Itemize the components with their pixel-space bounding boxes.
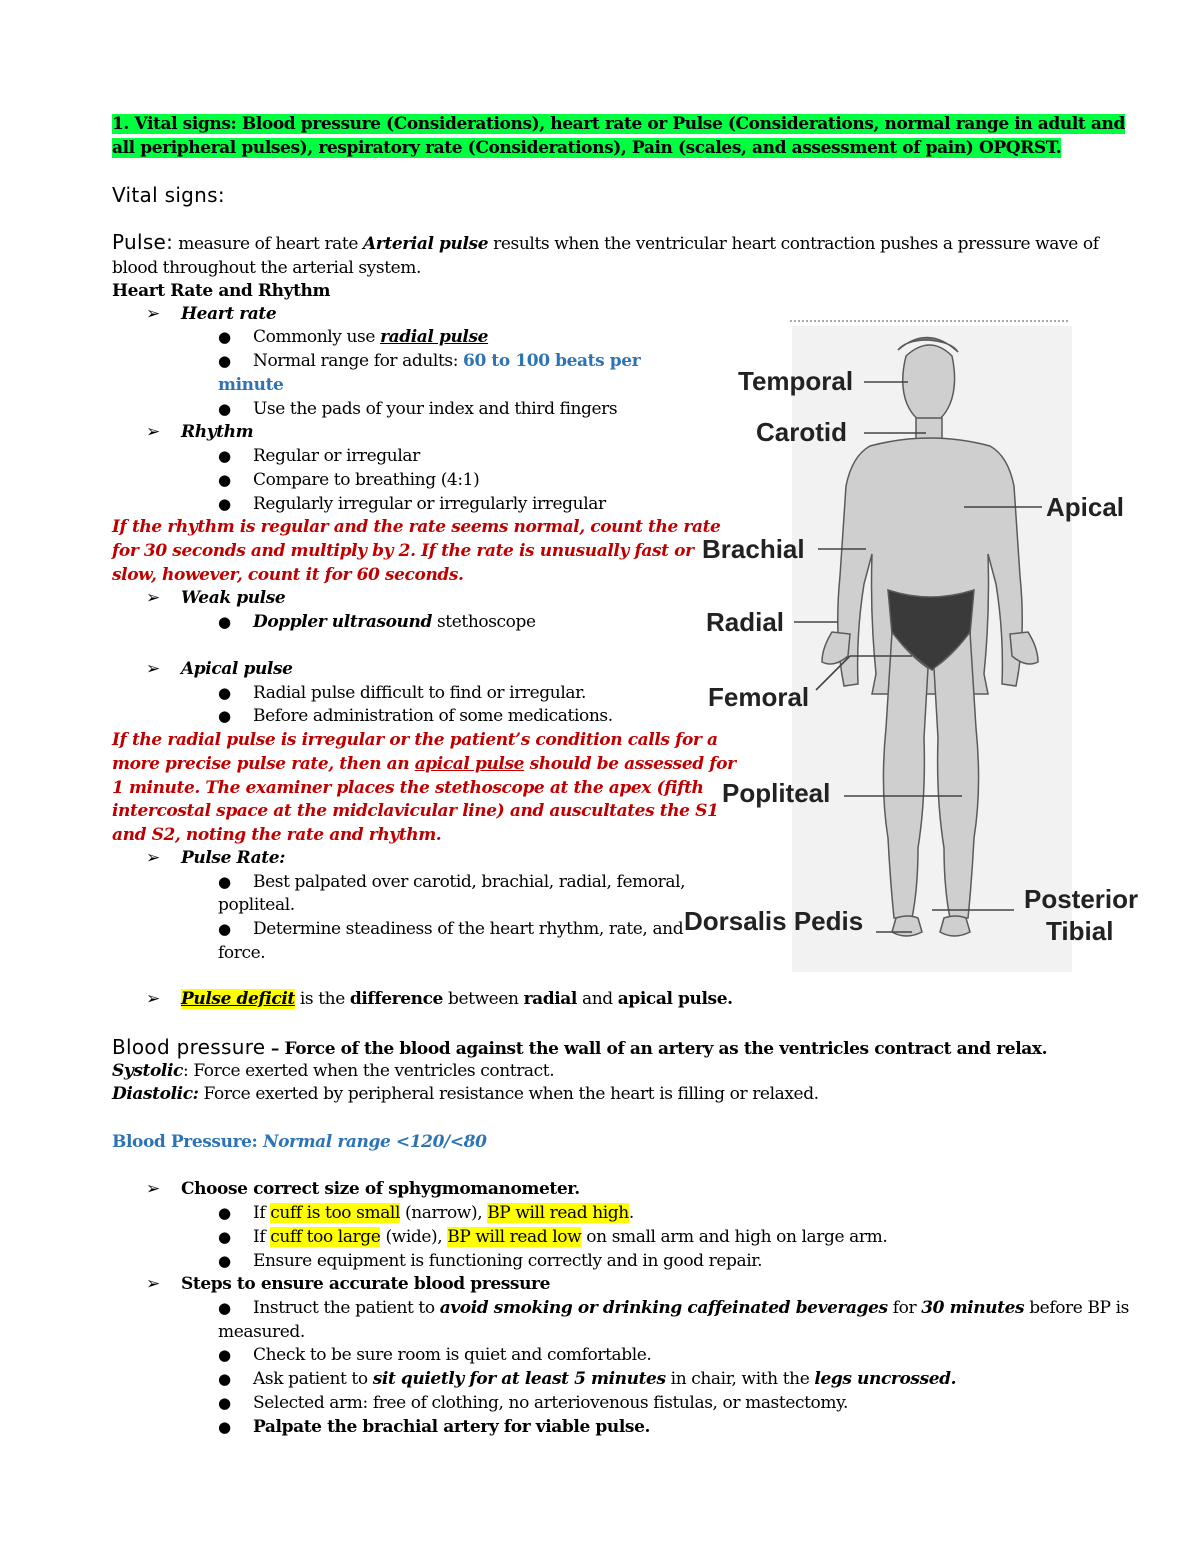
- list-item: Commonly use radial pulse: [253, 327, 489, 347]
- label-dorsalis-pedis: Dorsalis Pedis: [684, 906, 864, 936]
- pulse-rate-label: Pulse Rate:: [181, 848, 285, 868]
- list-item: Palpate the brachial artery for viable pulse.: [253, 1417, 651, 1437]
- arrow-bullet-icon: ➢: [146, 989, 161, 1009]
- weak-pulse-label: Weak pulse: [181, 588, 286, 608]
- pulse-intro-cont: blood throughout the arterial system.: [112, 258, 422, 278]
- apical-pulse-label: Apical pulse: [181, 659, 293, 679]
- dot-bullet-icon: ●: [218, 352, 232, 370]
- label-temporal: Temporal: [738, 366, 854, 396]
- heading-text-2: all peripheral pulses), respiratory rate (Considerations), Pain (scales, and assessment of pain) OPQRST.: [112, 138, 1062, 158]
- steps-label: Steps to ensure accurate blood pressure: [181, 1274, 551, 1294]
- list-item: Regularly irregular or irregularly irregular: [253, 494, 606, 514]
- rhythm-note-1: If the rhythm is regular and the rate seems normal, count the rate: [112, 517, 721, 537]
- dot-bullet-icon: ●: [218, 1418, 232, 1436]
- label-femoral: Femoral: [708, 682, 810, 712]
- arrow-bullet-icon: ➢: [146, 848, 161, 868]
- arrow-bullet-icon: ➢: [146, 1274, 161, 1294]
- pulse-sites-diagram: [680, 312, 1150, 972]
- dot-bullet-icon: ●: [218, 1299, 232, 1317]
- pulse-deficit-line: Pulse deficit is the difference between radial and apical pulse.: [181, 989, 733, 1009]
- dot-bullet-icon: ●: [218, 873, 232, 891]
- bp-normal-range: Blood Pressure: Normal range <120/<80: [112, 1132, 487, 1152]
- dot-bullet-icon: ●: [218, 1228, 232, 1246]
- hr-rhythm-heading: Heart Rate and Rhythm: [112, 281, 331, 301]
- apical-note-3: 1 minute. The examiner places the stethoscope at the apex (fifth: [112, 778, 704, 798]
- rhythm-note-3: slow, however, count it for 60 seconds.: [112, 565, 464, 585]
- list-item-cont: measured.: [218, 1322, 305, 1342]
- apical-note-1: If the radial pulse is irregular or the patient’s condition calls for a: [112, 730, 718, 750]
- list-item: Doppler ultrasound stethoscope: [253, 612, 536, 632]
- diastolic-line: Diastolic: Force exerted by peripheral resistance when the heart is filling or relaxed.: [112, 1084, 819, 1104]
- dot-bullet-icon: ●: [218, 400, 232, 418]
- arrow-bullet-icon: ➢: [146, 1179, 161, 1199]
- rhythm-label: Rhythm: [181, 422, 254, 442]
- list-item: Ask patient to sit quietly for at least 5 minutes in chair, with the legs uncrossed.: [253, 1369, 957, 1389]
- list-item: Regular or irregular: [253, 446, 420, 466]
- pulse-title: Pulse:: [112, 230, 174, 254]
- label-tibial: Tibial: [1046, 916, 1114, 946]
- label-apical: Apical: [1046, 492, 1125, 522]
- dot-bullet-icon: ●: [218, 1252, 232, 1270]
- arrow-bullet-icon: ➢: [146, 304, 161, 324]
- list-item-cont: popliteal.: [218, 895, 295, 915]
- heading-text-1: 1. Vital signs: Blood pressure (Considerations), heart rate or Pulse (Considerations, normal range in adult and: [112, 114, 1125, 134]
- list-item: Radial pulse difficult to find or irregular.: [253, 683, 586, 703]
- arrow-bullet-icon: ➢: [146, 422, 161, 442]
- list-item: Ensure equipment is functioning correctly and in good repair.: [253, 1251, 763, 1271]
- arrow-bullet-icon: ➢: [146, 588, 161, 608]
- list-item: Use the pads of your index and third fingers: [253, 399, 618, 419]
- pulse-intro: Pulse: measure of heart rate Arterial pulse results when the ventricular heart contraction pushes a pressure wave of: [112, 230, 1099, 254]
- dot-bullet-icon: ●: [218, 1394, 232, 1412]
- heart-rate-label: Heart rate: [181, 304, 277, 324]
- list-item: Check to be sure room is quiet and comfortable.: [253, 1345, 652, 1365]
- vital-signs-title: Vital signs:: [112, 183, 225, 207]
- list-item: Selected arm: free of clothing, no arteriovenous fistulas, or mastectomy.: [253, 1393, 849, 1413]
- label-carotid: Carotid: [756, 417, 847, 447]
- dot-bullet-icon: ●: [218, 920, 232, 938]
- apical-note-5: and S2, noting the rate and rhythm.: [112, 825, 442, 845]
- bp-definition: Blood pressure – Force of the blood against the wall of an artery as the ventricles contract and relax.: [112, 1035, 1048, 1059]
- list-item: Compare to breathing (4:1): [253, 470, 480, 490]
- dot-bullet-icon: ●: [218, 447, 232, 465]
- bp-title: Blood pressure: [112, 1035, 266, 1059]
- dot-bullet-icon: ●: [218, 1346, 232, 1364]
- list-item-cont: minute: [218, 375, 284, 395]
- dot-bullet-icon: ●: [218, 613, 232, 631]
- dot-bullet-icon: ●: [218, 1204, 232, 1222]
- label-posterior: Posterior: [1024, 884, 1139, 914]
- dot-bullet-icon: ●: [218, 328, 232, 346]
- dot-bullet-icon: ●: [218, 471, 232, 489]
- dot-bullet-icon: ●: [218, 495, 232, 513]
- dot-bullet-icon: ●: [218, 684, 232, 702]
- arrow-bullet-icon: ➢: [146, 659, 161, 679]
- list-item: Normal range for adults: 60 to 100 beats per: [253, 351, 641, 371]
- cuff-size-label: Choose correct size of sphygmomanometer.: [181, 1179, 580, 1199]
- rhythm-note-2: for 30 seconds and multiply by 2. If the rate is unusually fast or: [112, 541, 694, 561]
- list-item: If cuff is too small (narrow), BP will read high.: [253, 1203, 634, 1223]
- list-item: If cuff too large (wide), BP will read low on small arm and high on large arm.: [253, 1227, 888, 1247]
- heading-line-2: [112, 136, 1061, 160]
- list-item: Before administration of some medications.: [253, 706, 613, 726]
- dot-bullet-icon: ●: [218, 1370, 232, 1388]
- label-popliteal: Popliteal: [722, 778, 831, 808]
- heading-line-1: [112, 112, 1125, 136]
- apical-note-2: more precise pulse rate, then an apical pulse should be assessed for: [112, 754, 736, 774]
- label-radial: Radial: [706, 607, 785, 637]
- systolic-line: Systolic: Force exerted when the ventricles contract.: [112, 1061, 555, 1081]
- list-item: Instruct the patient to avoid smoking or drinking caffeinated beverages for 30 minutes before BP is: [253, 1298, 1129, 1318]
- dot-bullet-icon: ●: [218, 707, 232, 725]
- list-item: Best palpated over carotid, brachial, radial, femoral,: [253, 872, 686, 892]
- apical-note-4: intercostal space at the midclavicular line) and auscultates the S1: [112, 801, 719, 821]
- list-item: Determine steadiness of the heart rhythm, rate, and: [253, 919, 684, 939]
- label-brachial: Brachial: [702, 534, 805, 564]
- list-item-cont: force.: [218, 943, 266, 963]
